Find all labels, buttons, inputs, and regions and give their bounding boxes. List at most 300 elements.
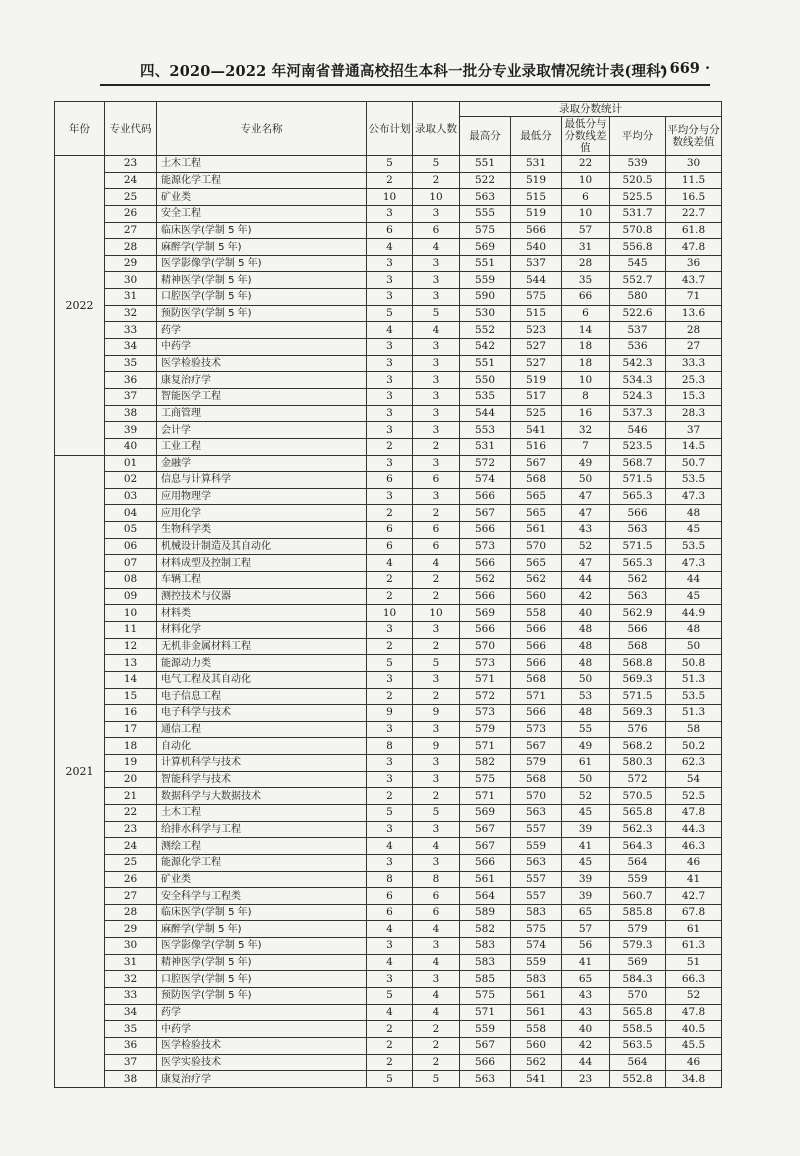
- admitted-cell: 3: [413, 938, 460, 955]
- min-diff-cell: 40: [562, 1021, 610, 1038]
- avg-cell: 565.8: [610, 804, 666, 821]
- admitted-cell: 6: [413, 472, 460, 489]
- min-diff-cell: 49: [562, 738, 610, 755]
- min-cell: 560: [511, 588, 562, 605]
- admitted-cell: 6: [413, 888, 460, 905]
- table-row: [55, 488, 722, 505]
- table-row: [55, 838, 722, 855]
- code-cell: 30: [105, 938, 157, 955]
- name-cell: 临床医学(学制 5 年): [157, 222, 367, 239]
- min-cell: 583: [511, 971, 562, 988]
- admitted-cell: 6: [413, 538, 460, 555]
- name-cell: 医学检验技术: [157, 355, 367, 372]
- admitted-cell: 8: [413, 871, 460, 888]
- code-cell: 06: [105, 538, 157, 555]
- table-row: [55, 755, 722, 772]
- plan-cell: 3: [367, 971, 413, 988]
- name-cell: 药学: [157, 322, 367, 339]
- avg-diff-cell: 47.8: [666, 804, 722, 821]
- avg-diff-cell: 28.3: [666, 405, 722, 422]
- admitted-cell: 3: [413, 755, 460, 772]
- avg-diff-cell: 45: [666, 588, 722, 605]
- min-diff-cell: 28: [562, 255, 610, 272]
- name-cell: 精神医学(学制 5 年): [157, 272, 367, 289]
- admitted-cell: 3: [413, 671, 460, 688]
- table-row: [55, 854, 722, 871]
- name-cell: 医学影像学(学制 5 年): [157, 938, 367, 955]
- min-cell: 519: [511, 372, 562, 389]
- max-cell: 582: [460, 755, 511, 772]
- avg-diff-cell: 34.8: [666, 1071, 722, 1088]
- min-cell: 557: [511, 871, 562, 888]
- min-cell: 541: [511, 422, 562, 439]
- plan-cell: 3: [367, 621, 413, 638]
- plan-cell: 3: [367, 755, 413, 772]
- name-cell: 应用物理学: [157, 488, 367, 505]
- max-cell: 566: [460, 488, 511, 505]
- plan-cell: 6: [367, 222, 413, 239]
- min-cell: 516: [511, 438, 562, 455]
- plan-cell: 2: [367, 638, 413, 655]
- avg-diff-cell: 47.8: [666, 239, 722, 256]
- table-row: [55, 522, 722, 539]
- table-row: [55, 938, 722, 955]
- max-cell: 551: [460, 355, 511, 372]
- admitted-cell: 5: [413, 804, 460, 821]
- admitted-cell: 3: [413, 355, 460, 372]
- admitted-cell: 4: [413, 921, 460, 938]
- admitted-cell: 3: [413, 255, 460, 272]
- name-cell: 康复治疗学: [157, 1071, 367, 1088]
- table-row: [55, 605, 722, 622]
- name-cell: 应用化学: [157, 505, 367, 522]
- min-cell: 523: [511, 322, 562, 339]
- name-cell: 电子信息工程: [157, 688, 367, 705]
- admitted-cell: 3: [413, 455, 460, 472]
- max-cell: 544: [460, 405, 511, 422]
- max-cell: 551: [460, 156, 511, 173]
- plan-cell: 5: [367, 988, 413, 1005]
- table-row: [55, 572, 722, 589]
- code-cell: 34: [105, 1004, 157, 1021]
- code-cell: 05: [105, 522, 157, 539]
- code-cell: 32: [105, 971, 157, 988]
- code-cell: 30: [105, 272, 157, 289]
- min-cell: 583: [511, 904, 562, 921]
- plan-cell: 3: [367, 372, 413, 389]
- avg-diff-cell: 30: [666, 156, 722, 173]
- avg-cell: 571.5: [610, 688, 666, 705]
- avg-diff-cell: 46: [666, 854, 722, 871]
- min-diff-cell: 31: [562, 239, 610, 256]
- code-cell: 31: [105, 954, 157, 971]
- admitted-cell: 4: [413, 838, 460, 855]
- avg-diff-cell: 41: [666, 871, 722, 888]
- admitted-cell: 5: [413, 655, 460, 672]
- table-row: [55, 322, 722, 339]
- code-cell: 24: [105, 172, 157, 189]
- min-diff-cell: 45: [562, 804, 610, 821]
- avg-cell: 568: [610, 638, 666, 655]
- min-diff-cell: 53: [562, 688, 610, 705]
- avg-cell: 572: [610, 771, 666, 788]
- avg-diff-cell: 50: [666, 638, 722, 655]
- max-cell: 575: [460, 222, 511, 239]
- name-cell: 测控技术与仪器: [157, 588, 367, 605]
- avg-diff-cell: 45: [666, 522, 722, 539]
- min-cell: 561: [511, 522, 562, 539]
- code-cell: 24: [105, 838, 157, 855]
- admission-stats-table: [54, 101, 722, 1088]
- avg-cell: 569.3: [610, 671, 666, 688]
- avg-cell: 564: [610, 1054, 666, 1071]
- avg-diff-cell: 44.3: [666, 821, 722, 838]
- table-row: [55, 954, 722, 971]
- page-title: 四、2020—2022 年河南省普通高校招生本科一批分专业录取情况统计表(理科): [140, 63, 668, 80]
- code-cell: 19: [105, 755, 157, 772]
- avg-cell: 562: [610, 572, 666, 589]
- code-cell: 25: [105, 189, 157, 206]
- admitted-cell: 3: [413, 388, 460, 405]
- table-row: [55, 305, 722, 322]
- code-cell: 33: [105, 322, 157, 339]
- avg-diff-cell: 50.2: [666, 738, 722, 755]
- table-row: [55, 1054, 722, 1071]
- avg-cell: 563.5: [610, 1037, 666, 1054]
- max-cell: 566: [460, 588, 511, 605]
- min-diff-cell: 10: [562, 172, 610, 189]
- year-cell: 2021: [55, 455, 105, 1087]
- avg-cell: 565.3: [610, 555, 666, 572]
- max-cell: 569: [460, 239, 511, 256]
- table-row: [55, 555, 722, 572]
- avg-diff-cell: 33.3: [666, 355, 722, 372]
- table-row: [55, 255, 722, 272]
- plan-cell: 2: [367, 688, 413, 705]
- min-diff-cell: 39: [562, 871, 610, 888]
- min-cell: 567: [511, 738, 562, 755]
- plan-cell: 5: [367, 1071, 413, 1088]
- table-row: [55, 904, 722, 921]
- min-cell: 566: [511, 655, 562, 672]
- table-row: [55, 971, 722, 988]
- avg-diff-cell: 61.3: [666, 938, 722, 955]
- avg-cell: 562.9: [610, 605, 666, 622]
- table-row: [55, 1037, 722, 1054]
- plan-cell: 10: [367, 189, 413, 206]
- min-cell: 515: [511, 305, 562, 322]
- plan-cell: 3: [367, 422, 413, 439]
- table-row: [55, 821, 722, 838]
- min-diff-cell: 7: [562, 438, 610, 455]
- avg-cell: 560.7: [610, 888, 666, 905]
- max-cell: 563: [460, 189, 511, 206]
- min-cell: 566: [511, 621, 562, 638]
- max-cell: 550: [460, 372, 511, 389]
- code-cell: 16: [105, 705, 157, 722]
- min-cell: 575: [511, 921, 562, 938]
- plan-cell: 6: [367, 538, 413, 555]
- admitted-cell: 6: [413, 222, 460, 239]
- max-cell: 583: [460, 938, 511, 955]
- table-row: [55, 705, 722, 722]
- avg-cell: 564: [610, 854, 666, 871]
- avg-cell: 545: [610, 255, 666, 272]
- min-cell: 557: [511, 888, 562, 905]
- table-row: [55, 1071, 722, 1088]
- name-cell: 工业工程: [157, 438, 367, 455]
- name-cell: 金融学: [157, 455, 367, 472]
- admitted-cell: 10: [413, 189, 460, 206]
- avg-diff-cell: 71: [666, 289, 722, 306]
- max-cell: 562: [460, 572, 511, 589]
- avg-cell: 564.3: [610, 838, 666, 855]
- name-cell: 安全工程: [157, 205, 367, 222]
- max-cell: 573: [460, 705, 511, 722]
- code-cell: 12: [105, 638, 157, 655]
- min-diff-cell: 52: [562, 788, 610, 805]
- min-diff-cell: 47: [562, 555, 610, 572]
- min-diff-cell: 65: [562, 904, 610, 921]
- max-cell: 553: [460, 422, 511, 439]
- plan-cell: 5: [367, 156, 413, 173]
- admitted-cell: 6: [413, 522, 460, 539]
- avg-diff-cell: 51.3: [666, 705, 722, 722]
- avg-cell: 531.7: [610, 205, 666, 222]
- table-row: [55, 638, 722, 655]
- code-cell: 29: [105, 921, 157, 938]
- plan-cell: 3: [367, 272, 413, 289]
- admitted-cell: 3: [413, 821, 460, 838]
- max-cell: 583: [460, 954, 511, 971]
- plan-cell: 6: [367, 522, 413, 539]
- avg-diff-cell: 53.5: [666, 688, 722, 705]
- name-cell: 生物科学类: [157, 522, 367, 539]
- avg-diff-cell: 48: [666, 505, 722, 522]
- min-cell: 527: [511, 339, 562, 356]
- min-diff-cell: 50: [562, 771, 610, 788]
- min-diff-cell: 44: [562, 1054, 610, 1071]
- min-cell: 562: [511, 1054, 562, 1071]
- admitted-cell: 3: [413, 721, 460, 738]
- name-cell: 机械设计制造及其自动化: [157, 538, 367, 555]
- plan-cell: 3: [367, 821, 413, 838]
- admitted-cell: 3: [413, 771, 460, 788]
- avg-cell: 570.5: [610, 788, 666, 805]
- admitted-cell: 2: [413, 572, 460, 589]
- plan-cell: 2: [367, 172, 413, 189]
- name-cell: 自动化: [157, 738, 367, 755]
- max-cell: 566: [460, 555, 511, 572]
- name-cell: 医学影像学(学制 5 年): [157, 255, 367, 272]
- code-cell: 35: [105, 1021, 157, 1038]
- table-row: [55, 771, 722, 788]
- max-cell: 579: [460, 721, 511, 738]
- avg-cell: 562.3: [610, 821, 666, 838]
- min-diff-cell: 32: [562, 422, 610, 439]
- avg-diff-cell: 54: [666, 771, 722, 788]
- table-row: [55, 239, 722, 256]
- plan-cell: 4: [367, 1004, 413, 1021]
- header-code: 专业代码: [105, 102, 157, 156]
- code-cell: 03: [105, 488, 157, 505]
- avg-cell: 534.3: [610, 372, 666, 389]
- min-diff-cell: 35: [562, 272, 610, 289]
- code-cell: 25: [105, 854, 157, 871]
- name-cell: 医学实验技术: [157, 1054, 367, 1071]
- avg-cell: 576: [610, 721, 666, 738]
- table-row: [55, 1004, 722, 1021]
- min-diff-cell: 52: [562, 538, 610, 555]
- page-header: [100, 58, 710, 86]
- max-cell: 566: [460, 1054, 511, 1071]
- admitted-cell: 2: [413, 438, 460, 455]
- name-cell: 矿业类: [157, 871, 367, 888]
- code-cell: 31: [105, 289, 157, 306]
- name-cell: 通信工程: [157, 721, 367, 738]
- table-row: [55, 688, 722, 705]
- table-row: [55, 505, 722, 522]
- admitted-cell: 5: [413, 1071, 460, 1088]
- plan-cell: 2: [367, 438, 413, 455]
- header-score-group: 录取分数统计: [460, 102, 722, 117]
- admitted-cell: 4: [413, 555, 460, 572]
- avg-cell: 565.3: [610, 488, 666, 505]
- plan-cell: 3: [367, 388, 413, 405]
- code-cell: 38: [105, 1071, 157, 1088]
- min-diff-cell: 44: [562, 572, 610, 589]
- min-cell: 527: [511, 355, 562, 372]
- code-cell: 01: [105, 455, 157, 472]
- plan-cell: 3: [367, 405, 413, 422]
- code-cell: 39: [105, 422, 157, 439]
- code-cell: 14: [105, 671, 157, 688]
- avg-cell: 546: [610, 422, 666, 439]
- plan-cell: 3: [367, 854, 413, 871]
- plan-cell: 5: [367, 804, 413, 821]
- code-cell: 26: [105, 871, 157, 888]
- max-cell: 589: [460, 904, 511, 921]
- table-row: [55, 804, 722, 821]
- max-cell: 590: [460, 289, 511, 306]
- code-cell: 11: [105, 621, 157, 638]
- plan-cell: 9: [367, 705, 413, 722]
- min-cell: 563: [511, 854, 562, 871]
- min-cell: 541: [511, 1071, 562, 1088]
- table-row: [55, 189, 722, 206]
- avg-cell: 568.2: [610, 738, 666, 755]
- min-diff-cell: 48: [562, 638, 610, 655]
- min-diff-cell: 42: [562, 1037, 610, 1054]
- plan-cell: 4: [367, 555, 413, 572]
- avg-cell: 568.8: [610, 655, 666, 672]
- avg-diff-cell: 62.3: [666, 755, 722, 772]
- name-cell: 无机非金属材料工程: [157, 638, 367, 655]
- code-cell: 27: [105, 222, 157, 239]
- avg-diff-cell: 44.9: [666, 605, 722, 622]
- admitted-cell: 2: [413, 1037, 460, 1054]
- min-diff-cell: 57: [562, 222, 610, 239]
- max-cell: 551: [460, 255, 511, 272]
- code-cell: 34: [105, 339, 157, 356]
- plan-cell: 4: [367, 322, 413, 339]
- min-cell: 515: [511, 189, 562, 206]
- min-diff-cell: 43: [562, 988, 610, 1005]
- avg-diff-cell: 47.8: [666, 1004, 722, 1021]
- admitted-cell: 4: [413, 1004, 460, 1021]
- name-cell: 智能科学与技术: [157, 771, 367, 788]
- avg-diff-cell: 52.5: [666, 788, 722, 805]
- min-cell: 559: [511, 954, 562, 971]
- code-cell: 28: [105, 904, 157, 921]
- code-cell: 23: [105, 821, 157, 838]
- name-cell: 能源动力类: [157, 655, 367, 672]
- plan-cell: 6: [367, 472, 413, 489]
- min-diff-cell: 16: [562, 405, 610, 422]
- avg-diff-cell: 46: [666, 1054, 722, 1071]
- max-cell: 571: [460, 1004, 511, 1021]
- avg-cell: 580.3: [610, 755, 666, 772]
- name-cell: 中药学: [157, 339, 367, 356]
- plan-cell: 2: [367, 505, 413, 522]
- plan-cell: 2: [367, 1054, 413, 1071]
- header-avg-diff: 平均分与分数线差值: [666, 117, 722, 156]
- avg-diff-cell: 52: [666, 988, 722, 1005]
- min-diff-cell: 10: [562, 372, 610, 389]
- min-diff-cell: 42: [562, 588, 610, 605]
- min-cell: 565: [511, 488, 562, 505]
- name-cell: 工商管理: [157, 405, 367, 422]
- max-cell: 570: [460, 638, 511, 655]
- min-cell: 568: [511, 472, 562, 489]
- max-cell: 530: [460, 305, 511, 322]
- code-cell: 02: [105, 472, 157, 489]
- name-cell: 能源化学工程: [157, 854, 367, 871]
- min-cell: 525: [511, 405, 562, 422]
- min-cell: 579: [511, 755, 562, 772]
- plan-cell: 4: [367, 921, 413, 938]
- min-cell: 566: [511, 222, 562, 239]
- code-cell: 04: [105, 505, 157, 522]
- code-cell: 29: [105, 255, 157, 272]
- min-cell: 519: [511, 172, 562, 189]
- plan-cell: 6: [367, 888, 413, 905]
- max-cell: 574: [460, 472, 511, 489]
- table-row: [55, 222, 722, 239]
- avg-cell: 563: [610, 588, 666, 605]
- min-diff-cell: 14: [562, 322, 610, 339]
- avg-diff-cell: 51: [666, 954, 722, 971]
- code-cell: 17: [105, 721, 157, 738]
- max-cell: 567: [460, 821, 511, 838]
- max-cell: 567: [460, 838, 511, 855]
- avg-cell: 569: [610, 954, 666, 971]
- avg-diff-cell: 48: [666, 621, 722, 638]
- min-diff-cell: 48: [562, 621, 610, 638]
- name-cell: 临床医学(学制 5 年): [157, 904, 367, 921]
- max-cell: 572: [460, 455, 511, 472]
- name-cell: 安全科学与工程类: [157, 888, 367, 905]
- max-cell: 555: [460, 205, 511, 222]
- plan-cell: 4: [367, 954, 413, 971]
- header-name: 专业名称: [157, 102, 367, 156]
- max-cell: 585: [460, 971, 511, 988]
- min-cell: 567: [511, 455, 562, 472]
- avg-diff-cell: 50.7: [666, 455, 722, 472]
- name-cell: 口腔医学(学制 5 年): [157, 289, 367, 306]
- code-cell: 10: [105, 605, 157, 622]
- admitted-cell: 2: [413, 1054, 460, 1071]
